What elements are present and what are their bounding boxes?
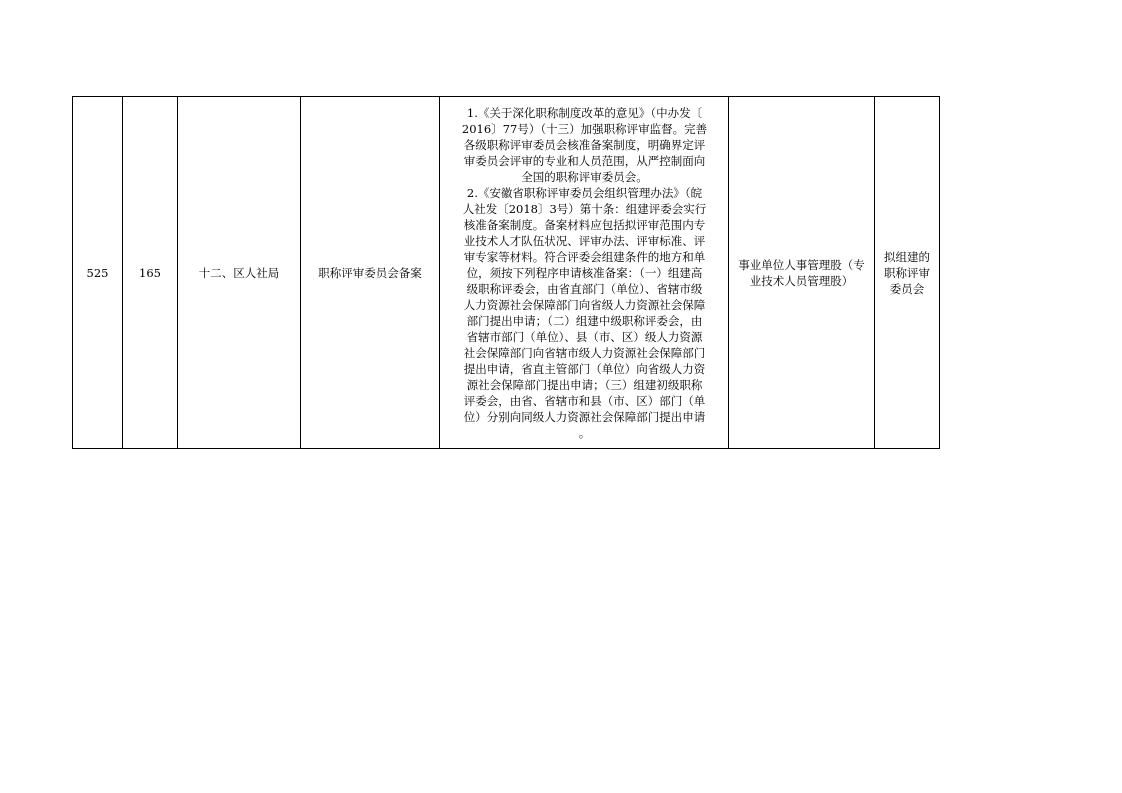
note-cell <box>875 97 940 449</box>
basis-line: 位，须按下列程序申请核准备案：（一）组建高 <box>466 265 703 280</box>
note-value: 拟组建的职称评审委员会 <box>884 249 930 296</box>
basis-text <box>440 103 728 443</box>
basis-line: 审专家等材料。符合评委会组建条件的地方和单 <box>463 249 706 264</box>
basis-line: 提出申请，省直主管部门（单位）向省级人力资 <box>463 361 706 376</box>
sub-seq-value: 165 <box>139 265 161 280</box>
table-row <box>73 97 940 449</box>
basis-line: 业技术人才队伍状况、评审办法、评审标准、评 <box>463 233 706 248</box>
basis-line: 审委员会评审的专业和人员范围，从严控制面向 <box>463 153 706 168</box>
agency-cell <box>178 97 301 449</box>
department-cell <box>729 97 875 449</box>
record-table <box>72 96 940 449</box>
basis-line: 各级职称评审委员会核准备案制度，明确界定评 <box>463 137 706 152</box>
basis-line: 位）分别向同级人力资源社会保障部门提出申请 <box>463 409 706 424</box>
basis-line: 2016〕77号）（十三）加强职称评审监督。完善 <box>461 121 708 136</box>
basis-line: 。 <box>578 425 591 440</box>
item-value: 职称评审委员会备案 <box>318 265 422 280</box>
basis-line: 部门提出申请；（二）组建中级职称评委会，由 <box>466 313 703 328</box>
seq-cell <box>73 97 123 449</box>
agency-value: 十二、区人社局 <box>198 265 280 280</box>
basis-line: 1.《关于深化职称制度改革的意见》（中办发〔 <box>466 105 703 120</box>
basis-line: 评委会，由省、省辖市和县（市、区）部门（单 <box>463 393 706 408</box>
basis-line: 全国的职称评审委员会。 <box>521 169 648 184</box>
basis-line: 社会保障部门向省辖市级人力资源社会保障部门 <box>463 345 706 360</box>
basis-cell <box>440 97 729 449</box>
item-cell <box>301 97 440 449</box>
basis-line: 源社会保障部门提出申请；（三）组建初级职称 <box>466 377 703 392</box>
seq-value: 525 <box>86 265 109 280</box>
basis-line: 省辖市部门（单位）、县（市、区）级人力资源 <box>466 329 703 344</box>
basis-line: 核准备案制度。备案材料应包括拟评审范围内专 <box>463 217 706 232</box>
basis-line: 人力资源社会保障部门向省级人力资源社会保障 <box>463 297 706 312</box>
basis-line: 级职称评委会，由省直部门（单位）、省辖市级 <box>466 281 703 296</box>
basis-line: 人社发〔2018〕3号）第十条：组建评委会实行 <box>462 201 707 216</box>
sub-seq-cell <box>123 97 178 449</box>
basis-line: 2.《安徽省职称评审委员会组织管理办法》（皖 <box>466 185 703 200</box>
department-value: 事业单位人事管理股（专业技术人员管理股） <box>738 257 865 288</box>
